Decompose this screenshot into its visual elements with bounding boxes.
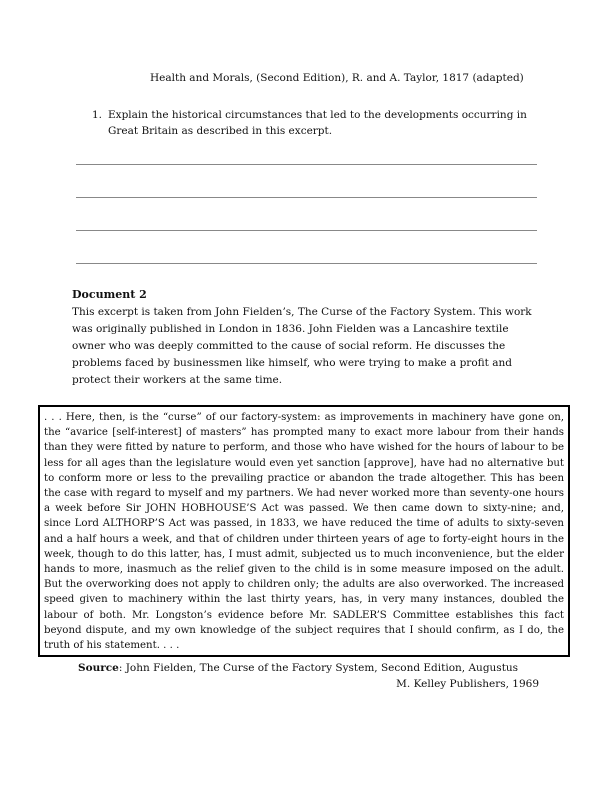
answer-line[interactable] bbox=[76, 230, 537, 231]
source-text: : John Fielden, The Curse of the Factory System, Second Edition, Augustus bbox=[118, 662, 519, 674]
question-1 bbox=[92, 107, 542, 139]
answer-line[interactable] bbox=[76, 197, 537, 198]
document-heading: Document 2 bbox=[72, 288, 147, 301]
question-number: 1. bbox=[92, 109, 103, 121]
answer-line[interactable] bbox=[76, 164, 537, 165]
excerpt-box: . . . Here, then, is the “curse” of our factory-system: as improvements in machinery have gone on, the “avarice [self-interest] of masters” has prompted many to exact more labour from their hands than they were fitted by nature to perform, and those who have wished for the hours of labour to be less for all ages than the legislature would even yet sanction [approve], have had no alternative but to conform more or less to the prevailing practice or abandon the trade altogether. This has been the case with regard to myself and my partners. We had never worked more than seventy-one hours a week before Sir JOHN HOBHOUSE’S Act was passed. We then came down to sixty-nine; and, since Lord ALTHORP’S Act was passed, in 1833, we have reduced the time of adults to sixty-seven and a half hours a week, and that of children under thirteen years of age to forty-eight hours in the week, though to do this latter, has, I must admit, subjected us to much inconvenience, but the elder hands to more, inasmuch as the relief given to the child is in some measure imposed on the adult. But the overworking does not apply to children only; the adults are also overworked. The increased speed given to machinery within the last thirty years, has, in very many instances, doubled the labour of both. Mr. Longston’s evidence before Mr. SADLER’S Committee establishes this fact beyond dispute, and my own knowledge of the subject requires that I should confirm, as I do, the truth of his statement. . . . bbox=[38, 405, 570, 657]
previous-document-citation: Health and Morals, (Second Edition), R. and A. Taylor, 1817 (adapted) bbox=[150, 72, 524, 84]
answer-line[interactable] bbox=[76, 263, 537, 264]
source-citation-continued: M. Kelley Publishers, 1969 bbox=[396, 678, 539, 690]
source-label: Source bbox=[78, 662, 119, 674]
document-intro: This excerpt is taken from John Fielden’s, The Curse of the Factory System. This work was originally published in London in 1836. John Fielden was a Lancashire textile owner who was deeply committed to the cause of social reform. He discusses the problems faced by businessmen like himself, who were trying to make a profit and protect their workers at the same time. bbox=[72, 306, 532, 386]
question-text: Explain the historical circumstances that led to the developments occurring in Great Britain as described in this excerpt. bbox=[108, 109, 527, 137]
source-citation bbox=[78, 662, 518, 674]
